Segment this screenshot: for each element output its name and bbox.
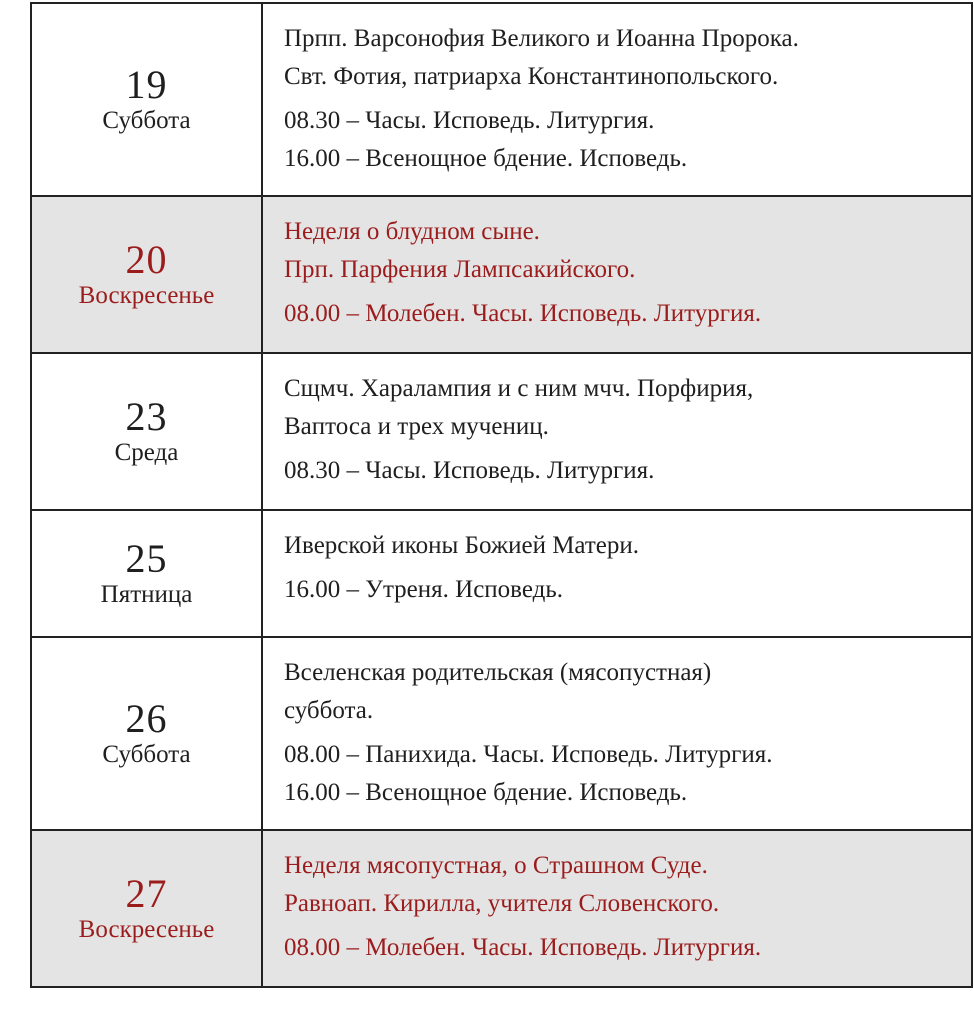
- schedule-row: [31, 510, 972, 637]
- feast-title: [284, 527, 951, 565]
- day-number: 25: [125, 535, 168, 581]
- schedule-row: [31, 637, 972, 830]
- feast-title-line: Свт. Фотия, патриарха Константинопольского.: [284, 63, 779, 90]
- service-description: [262, 510, 972, 637]
- service-times: [284, 929, 951, 967]
- service-times: [284, 102, 951, 178]
- service-time-line: 16.00 – Утреня. Исповедь.: [284, 576, 563, 603]
- feast-title-line: Иверской иконы Божией Матери.: [284, 532, 640, 559]
- day-number: 27: [125, 870, 168, 916]
- service-times: [284, 295, 951, 333]
- weekday-label: Суббота: [102, 740, 191, 768]
- weekday-label: Суббота: [102, 106, 191, 134]
- service-description: [262, 830, 972, 987]
- feast-title-line: Сщмч. Харалампия и с ним мчч. Порфирия,: [284, 375, 754, 402]
- weekday-label: Воскресенье: [78, 281, 215, 309]
- feast-title: [284, 847, 951, 923]
- schedule-row: [31, 3, 972, 196]
- feast-title: [284, 370, 951, 446]
- feast-title-line: Равноап. Кирилла, учителя Словенского.: [284, 890, 720, 917]
- schedule-row: [31, 353, 972, 510]
- service-time-line: 08.00 – Молебен. Часы. Исповедь. Литургия.: [284, 934, 762, 961]
- day-number: 23: [125, 393, 168, 439]
- service-description: [262, 196, 972, 353]
- schedule-row: [31, 830, 972, 987]
- feast-title: [284, 654, 951, 730]
- date-cell: [31, 510, 262, 637]
- weekday-label: Воскресенье: [78, 915, 215, 943]
- service-time-line: 16.00 – Всенощное бдение. Исповедь.: [284, 145, 688, 172]
- date-cell: [31, 637, 262, 830]
- date-cell: [31, 3, 262, 196]
- date-cell: [31, 353, 262, 510]
- service-time-line: 08.00 – Молебен. Часы. Исповедь. Литургия.: [284, 300, 762, 327]
- feast-title-line: Прпп. Варсонофия Великого и Иоанна Пророка.: [284, 25, 799, 52]
- feast-title-line: Прп. Парфения Лампсакийского.: [284, 256, 636, 283]
- feast-title-line: Вaптоса и трех мучениц.: [284, 413, 549, 440]
- weekday-label: Среда: [114, 438, 179, 466]
- service-description: [262, 3, 972, 196]
- service-time-line: 16.00 – Всенощное бдение. Исповедь.: [284, 779, 688, 806]
- service-description: [262, 353, 972, 510]
- feast-title: [284, 213, 951, 289]
- service-description: [262, 637, 972, 830]
- weekday-label: Пятница: [100, 580, 193, 608]
- day-number: 20: [125, 236, 168, 282]
- service-times: [284, 736, 951, 812]
- service-time-line: 08.30 – Часы. Исповедь. Литургия.: [284, 457, 655, 484]
- feast-title-line: Неделя о блудном сыне.: [284, 218, 540, 245]
- service-time-line: 08.30 – Часы. Исповедь. Литургия.: [284, 107, 655, 134]
- schedule-row: [31, 196, 972, 353]
- service-times: [284, 452, 951, 490]
- feast-title: [284, 20, 951, 96]
- date-cell: [31, 830, 262, 987]
- day-number: 26: [125, 695, 168, 741]
- day-number: 19: [125, 61, 168, 107]
- feast-title-line: Неделя мясопустная, о Страшном Суде.: [284, 852, 708, 879]
- feast-title-line: Вселенская родительская (мясопустная): [284, 659, 712, 686]
- service-time-line: 08.00 – Панихида. Часы. Исповедь. Литургия.: [284, 741, 773, 768]
- service-times: [284, 571, 951, 609]
- schedule-table: [30, 2, 973, 988]
- feast-title-line: суббота.: [284, 697, 374, 724]
- date-cell: [31, 196, 262, 353]
